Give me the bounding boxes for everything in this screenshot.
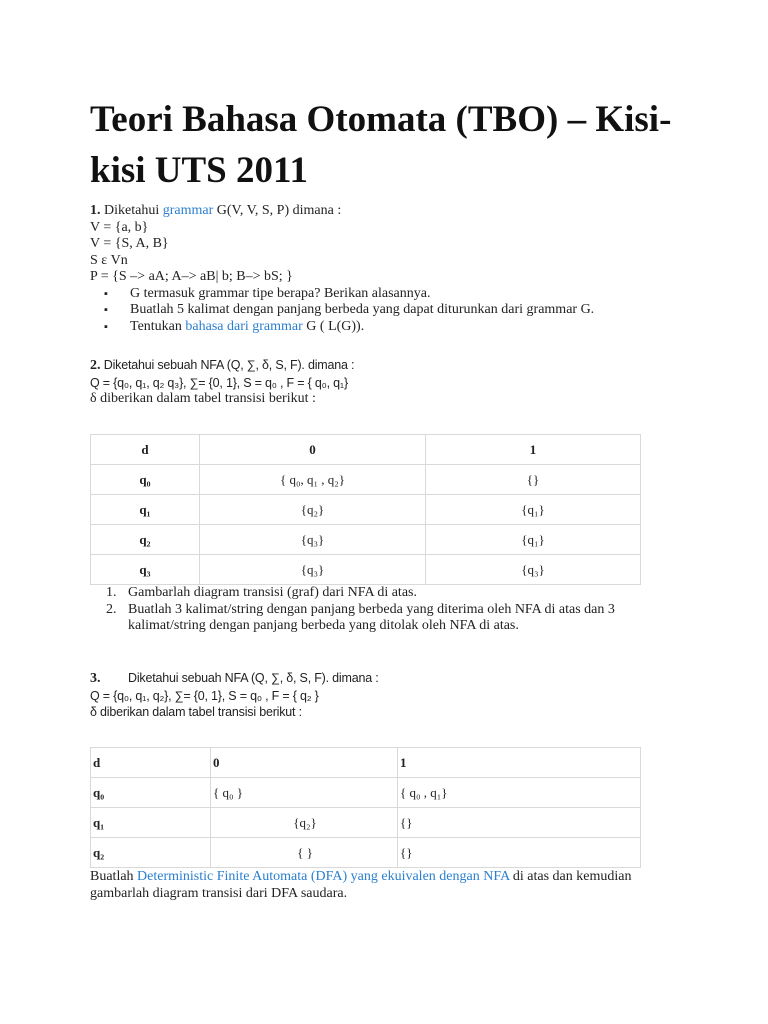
table-header-cell: 1 xyxy=(398,748,641,778)
closing-text-end: di atas dan kemudian gambarlah diagram transisi dari DFA saudara. xyxy=(90,869,632,901)
q3-intro-text: Diketahui sebuah NFA (Q, ∑, δ, S, F). dimana : xyxy=(128,671,379,685)
list-item xyxy=(90,585,690,602)
list-item-number: 2. xyxy=(106,601,117,617)
table-header-cell: 1 xyxy=(426,435,641,465)
table-cell: q₁ xyxy=(91,808,211,838)
table-cell: q₂ xyxy=(91,525,200,555)
q3-transition-table xyxy=(90,747,641,868)
table-row xyxy=(91,465,641,495)
q1-number: 1. xyxy=(90,203,101,218)
list-item-text: Buatlah 3 kalimat/string dengan panjang berbeda yang diterima oleh NFA di atas dan 3 kalimat/string dengan panjang berbeda yang ditolak oleh NFA di atas. xyxy=(128,601,615,633)
dfa-link[interactable]: Deterministic Finite Automata (DFA) yang ekuivalen dengan NFA xyxy=(137,869,510,884)
q2-line: Q = {q₀, q₁, q₂ q₃}, ∑= {0, 1}, S = q₀ , F = { q₀, q₁} xyxy=(90,375,348,390)
table-cell: {} xyxy=(398,808,641,838)
table-cell: {q₃} xyxy=(200,555,426,585)
list-item: ▪ Buatlah 5 kalimat dengan panjang berbeda yang dapat diturunkan dari grammar G. xyxy=(90,302,690,319)
table-row xyxy=(91,525,641,555)
q2-task-list xyxy=(90,585,690,635)
q3-number: 3. xyxy=(90,671,101,686)
q3-closing xyxy=(90,869,670,902)
q1-intro xyxy=(90,203,690,220)
table-cell: q₀ xyxy=(91,465,200,495)
table-row xyxy=(91,808,641,838)
table-row xyxy=(91,838,641,868)
table-header-cell: 0 xyxy=(211,748,398,778)
q3-line: Q = {q₀, q₁, q₂}, ∑= {0, 1}, S = q₀ , F = { q₂ } xyxy=(90,688,319,703)
q3-line: δ diberikan dalam tabel transisi berikut : xyxy=(90,705,302,719)
q1-intro-text: Diketahui xyxy=(100,203,163,218)
table-cell: {q₂} xyxy=(211,808,398,838)
table-cell: q₁ xyxy=(91,495,200,525)
q1-line: S ε Vn xyxy=(90,252,128,268)
table-cell: {q₃} xyxy=(200,525,426,555)
q1-line: V = {a, b} xyxy=(90,219,149,235)
table-cell: {q₁} xyxy=(426,495,641,525)
table-header-cell: d xyxy=(91,435,200,465)
table-row xyxy=(91,495,641,525)
question-3 xyxy=(90,670,690,721)
table-cell: { } xyxy=(211,838,398,868)
list-item-text: Gambarlah diagram transisi (graf) dari NFA di atas. xyxy=(128,585,417,600)
bullet-text: Tentukan xyxy=(130,318,186,334)
grammar-link[interactable]: grammar xyxy=(162,203,214,218)
table-cell: { q₀, q₁ , q₂} xyxy=(200,465,426,495)
bahasa-dari-grammar-link[interactable]: bahasa dari grammar xyxy=(185,318,303,334)
table-header-row xyxy=(91,748,641,778)
question-2 xyxy=(90,357,690,408)
table-cell: {q₃} xyxy=(426,555,641,585)
bullet-text-end: G ( L(G)). xyxy=(302,318,365,334)
table-header-cell: d xyxy=(91,748,211,778)
q1-line: P = {S –> aA; A–> aB| b; B–> bS; } xyxy=(90,269,293,284)
list-item-number: 1. xyxy=(106,585,117,600)
q2-number: 2. xyxy=(90,358,101,373)
table-row xyxy=(91,778,641,808)
q1-intro-text-end: G(V, V, S, P) dimana : xyxy=(213,203,342,218)
q2-numbered-list xyxy=(90,585,690,635)
closing-text: Buatlah xyxy=(90,869,138,884)
table-cell: q₃ xyxy=(91,555,200,585)
page-title: Teori Bahasa Otomata (TBO) – Kisi-kisi UTS 2011 xyxy=(90,99,672,191)
table-cell: { q₀ , q₁} xyxy=(398,778,641,808)
q2-line: δ diberikan dalam tabel transisi berikut : xyxy=(90,391,316,406)
q2-intro xyxy=(90,357,690,375)
table-header-cell: 0 xyxy=(200,435,426,465)
list-item: ▪ G termasuk grammar tipe berapa? Berikan alasannya. xyxy=(90,286,690,303)
table-cell: {} xyxy=(426,465,641,495)
table-cell: {q₁} xyxy=(426,525,641,555)
table-row xyxy=(91,555,641,585)
table-cell: {} xyxy=(398,838,641,868)
q1-bullet-list xyxy=(90,286,690,336)
table-cell: q₂ xyxy=(91,838,211,868)
table-cell: q₀ xyxy=(91,778,211,808)
table-cell: {q₂} xyxy=(200,495,426,525)
q3-intro xyxy=(90,670,690,688)
q2-transition-table xyxy=(90,434,641,585)
q1-line: V = {S, A, B} xyxy=(90,236,169,251)
question-1 xyxy=(90,203,690,335)
list-item xyxy=(90,602,690,635)
table-header-row xyxy=(91,435,641,465)
list-item xyxy=(90,319,690,336)
table-cell: { q₀ } xyxy=(211,778,398,808)
q2-intro-text: Diketahui sebuah NFA (Q, ∑, δ, S, F). dimana : xyxy=(100,358,355,372)
